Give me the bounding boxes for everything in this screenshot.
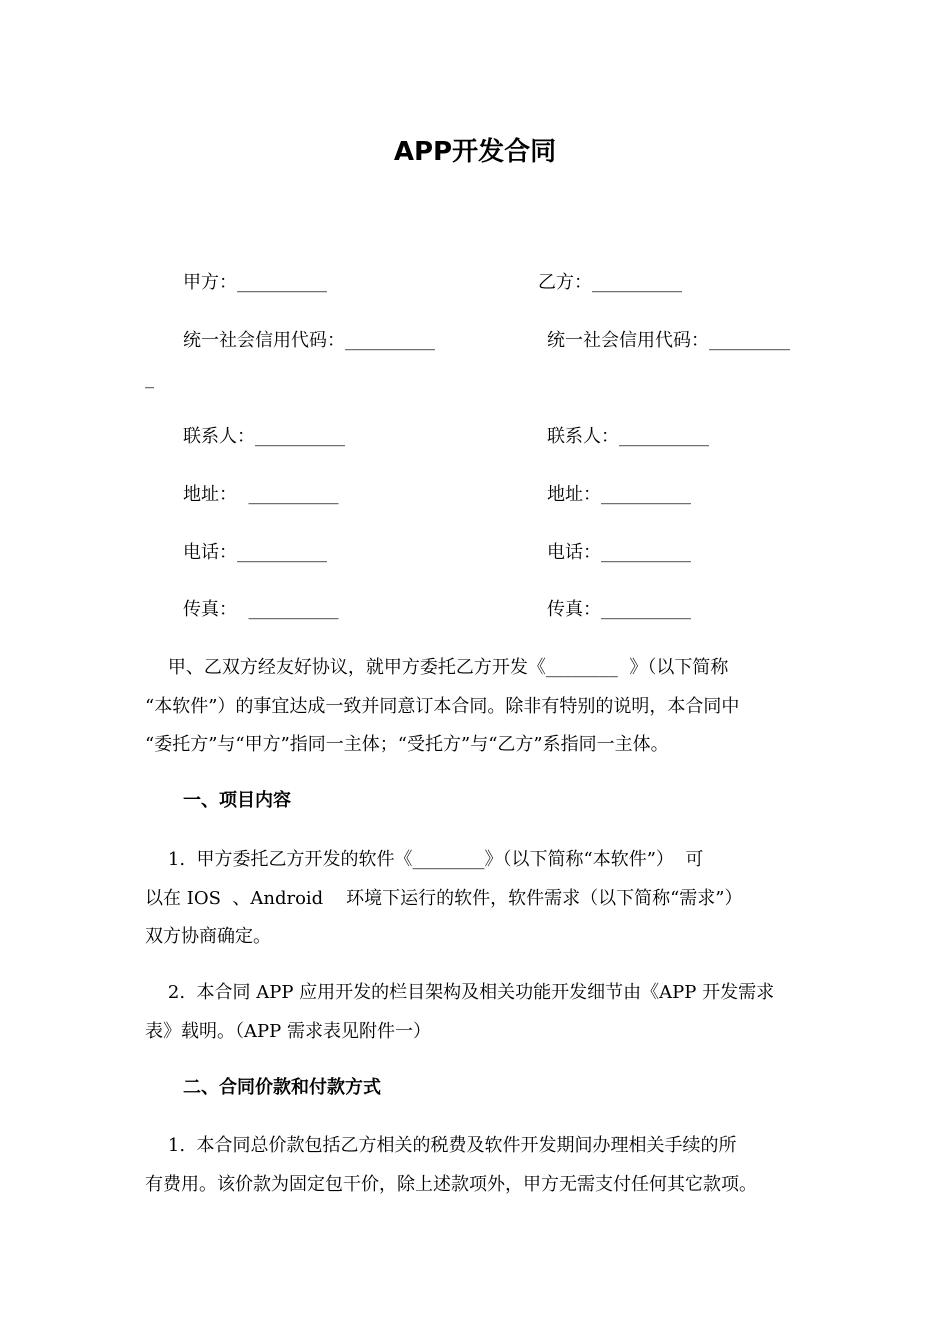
- party-a-fax: 传真： __________: [183, 599, 339, 620]
- party-b-name: 乙方：__________: [538, 272, 682, 293]
- item-line: 表》载明。（APP 需求表见附件一）: [145, 1020, 431, 1042]
- item-line: 双方协商确定。: [145, 926, 271, 947]
- party-b-fax: 传真：__________: [547, 599, 691, 620]
- section-1-item-1: [145, 841, 807, 957]
- party-b-credit-code: 统一社会信用代码：_________: [547, 330, 790, 351]
- item-line: 有费用。该价款为固定包干价，除上述款项外，甲方无需支付任何其它款项。: [145, 1173, 757, 1195]
- intro-line: 甲、乙双方经友好协议，就甲方委托乙方开发《________ 》（以下简称: [145, 657, 729, 678]
- item-line: 以在 IOS 、Android 环境下运行的软件，软件需求（以下简称“需求”）: [145, 887, 743, 909]
- party-a-credit-code: 统一社会信用代码：__________: [183, 330, 435, 351]
- item-line: 1. 本合同总价款包括乙方相关的税费及软件开发期间办理相关手续的所: [145, 1135, 737, 1156]
- section-2-item-1: [145, 1127, 807, 1204]
- party-b-contact: 联系人：__________: [547, 426, 709, 447]
- party-a-phone: 电话：__________: [183, 542, 327, 563]
- item-line: 2. 本合同 APP 应用开发的栏目架构及相关功能开发细节由《APP 开发需求: [145, 982, 775, 1003]
- document-title: APP开发合同: [393, 137, 557, 167]
- section-1-item-2: [145, 974, 807, 1051]
- party-b-credit-code-overflow: _: [145, 368, 154, 389]
- section-2-heading: 二、合同价款和付款方式: [183, 1077, 381, 1098]
- party-a-contact: 联系人：__________: [183, 426, 345, 447]
- intro-line: “本软件”）的事宜达成一致并同意订本合同。除非有特别的说明，本合同中: [145, 695, 740, 717]
- party-a-name: 甲方：__________: [183, 272, 327, 293]
- party-b-phone: 电话：__________: [547, 542, 691, 563]
- intro-paragraph: [145, 649, 807, 765]
- intro-line: “委托方”与“甲方”指同一主体；“受托方”与“乙方”系指同一主体。: [145, 734, 669, 755]
- section-1-heading: 一、项目内容: [183, 790, 291, 811]
- party-a-address: 地址： __________: [183, 484, 339, 505]
- party-b-address: 地址：__________: [547, 484, 691, 505]
- item-line: 1. 甲方委托乙方开发的软件《________》（以下简称“本软件”） 可: [145, 849, 704, 870]
